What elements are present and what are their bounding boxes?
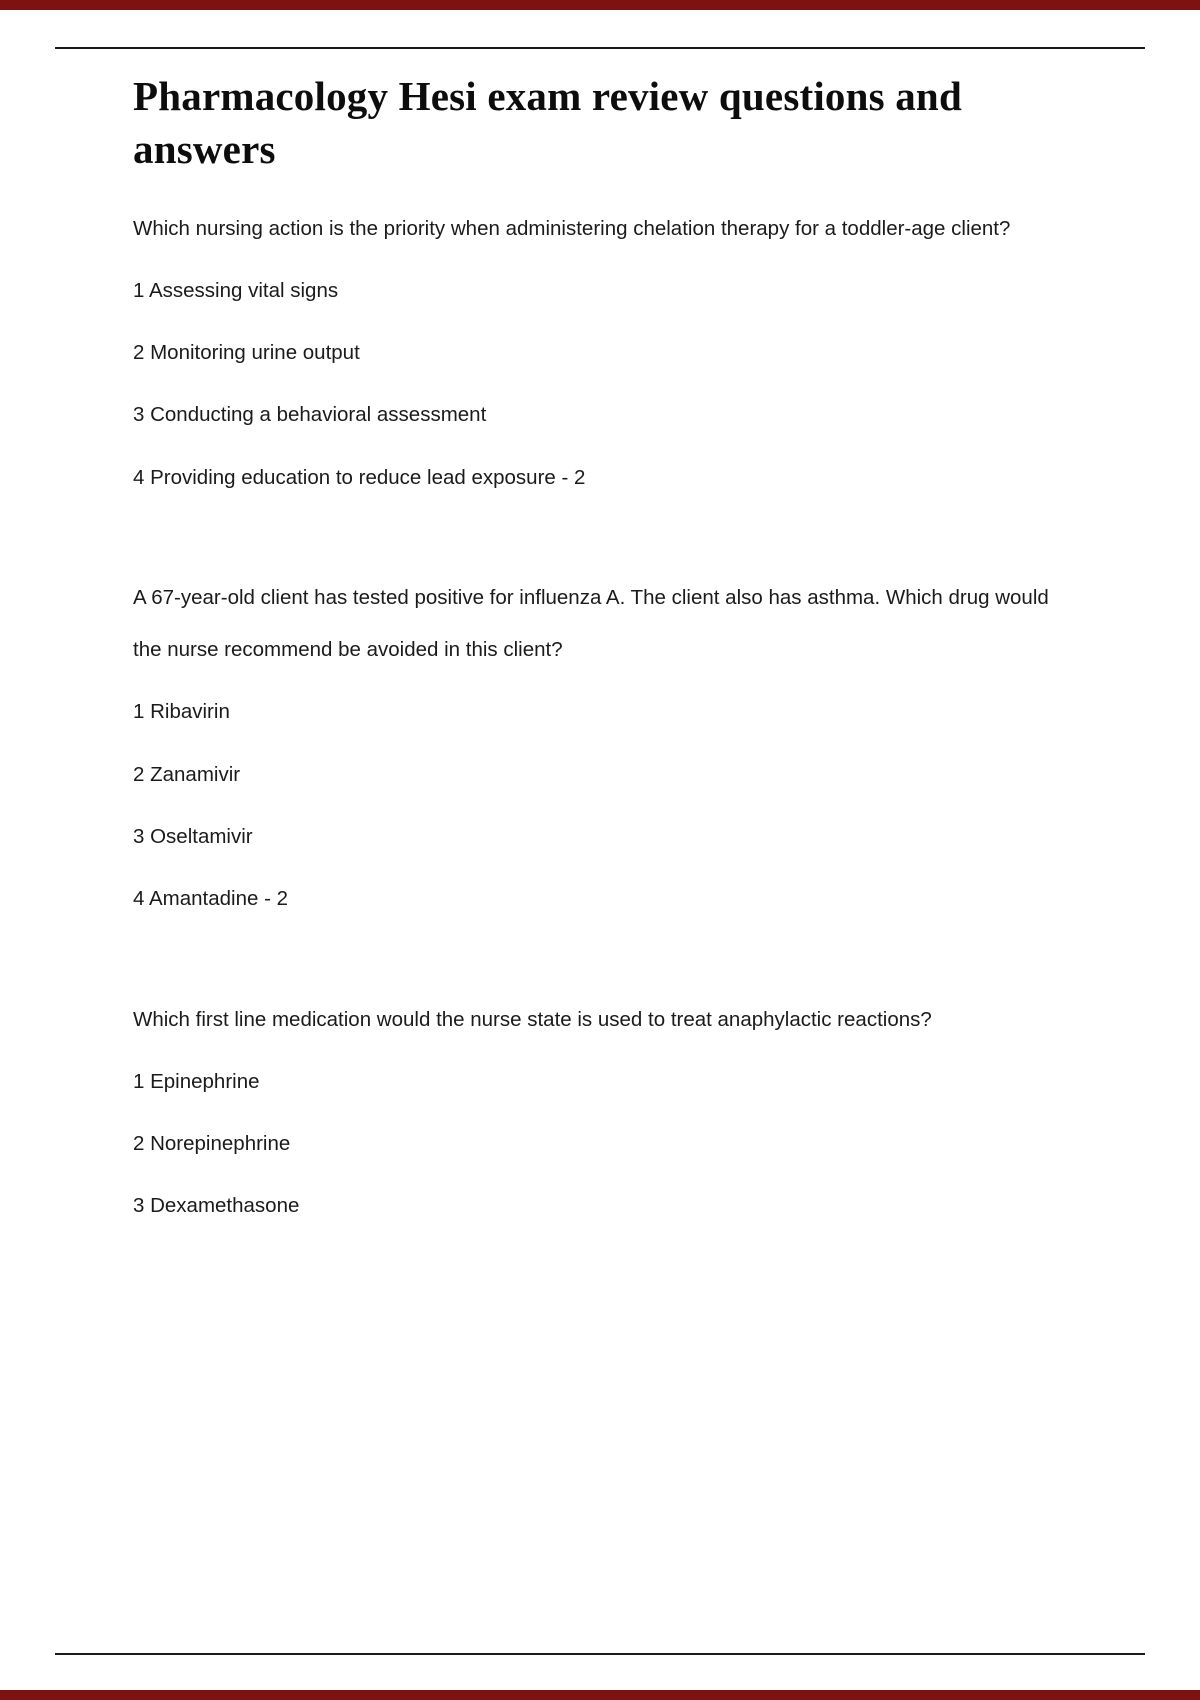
answer-option: 1 Ribavirin	[133, 700, 230, 724]
answer-option: 3 Conducting a behavioral assessment	[133, 403, 487, 427]
bottom-divider-line	[55, 1653, 1145, 1655]
top-accent-bar	[0, 0, 1200, 10]
top-divider-line	[55, 47, 1145, 49]
question-text: Which nursing action is the priority when administering chelation therapy for a toddler-age client?	[133, 216, 1011, 240]
question-block-1	[133, 203, 1068, 504]
answer-option: 1 Epinephrine	[133, 1069, 260, 1093]
answer-option: 2 Norepinephrine	[133, 1132, 291, 1156]
question-text: Which first line medication would the nurse state is used to treat anaphylactic reactions?	[133, 1007, 932, 1031]
answer-option: 1 Assessing vital signs	[133, 278, 339, 302]
answer-option: 3 Oseltamivir	[133, 824, 253, 848]
question-block-2	[133, 572, 1068, 926]
page-title: Pharmacology Hesi exam review questions and answers	[133, 73, 962, 173]
answer-option: 4 Providing education to reduce lead exposure - 2	[133, 465, 586, 489]
answer-option: 3 Dexamethasone	[133, 1194, 300, 1218]
answer-option: 4 Amantadine - 2	[133, 887, 288, 911]
document-content	[133, 70, 1068, 1243]
answer-option: 2 Zanamivir	[133, 762, 241, 786]
question-text: A 67-year-old client has tested positive for influenza A. The client also has asthma. Which drug would the nurse recommend be avoided in this client?	[133, 585, 1049, 662]
bottom-accent-bar	[0, 1690, 1200, 1700]
answer-option: 2 Monitoring urine output	[133, 341, 360, 365]
question-block-3	[133, 994, 1068, 1233]
